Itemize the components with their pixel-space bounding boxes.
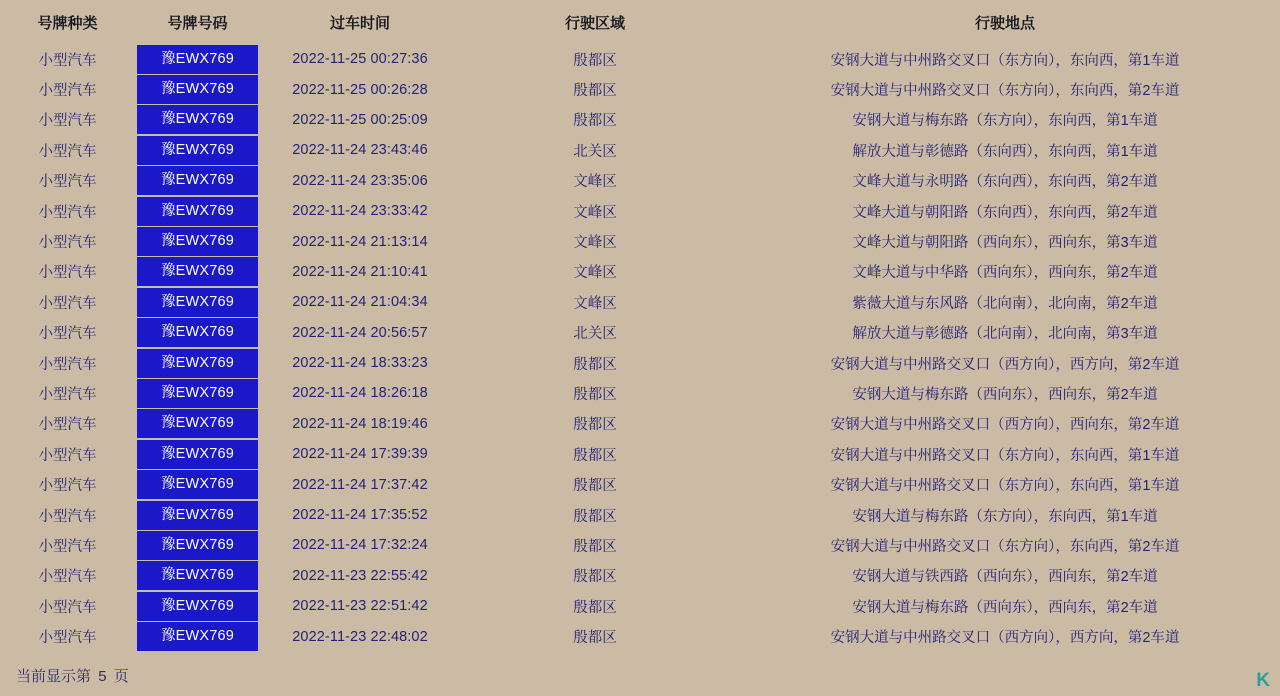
cell-pass-time: 2022-11-23 22:48:02 [292, 628, 428, 645]
cell-location: 文峰大道与永明路（东向西），东向西，第2车道 [852, 174, 1158, 191]
cell-plate-number [135, 530, 260, 560]
cell-location: 安钢大道与梅东路（西向东），西向东，第2车道 [852, 386, 1158, 403]
cell-pass-time: 2022-11-24 17:39:39 [292, 446, 428, 463]
cell-plate-type: 小型汽车 [38, 630, 97, 647]
cell-plate-type: 小型汽车 [38, 174, 97, 191]
cell-plate-number [135, 74, 260, 104]
cell-location: 紫薇大道与东风路（北向南），北向南，第2车道 [852, 295, 1158, 312]
cell-plate-type: 小型汽车 [38, 143, 97, 160]
cell-plate-number [135, 135, 260, 165]
cell-location: 安钢大道与中州路交叉口（东方向），东向西，第2车道 [830, 83, 1180, 100]
cell-plate-number [135, 287, 260, 317]
cell-pass-time: 2022-11-24 17:35:52 [292, 507, 428, 524]
column-header-plate-type: 号牌种类 [37, 15, 98, 32]
table-row [0, 500, 1280, 530]
cell-pass-time: 2022-11-25 00:26:28 [292, 81, 428, 98]
cell-plate-number [135, 257, 260, 287]
cell-pass-time: 2022-11-25 00:27:36 [292, 51, 428, 68]
cell-pass-time: 2022-11-24 18:26:18 [292, 385, 428, 402]
watermark-logo: K [1256, 670, 1270, 691]
column-header-pass-time: 过车时间 [329, 15, 390, 32]
cell-pass-time: 2022-11-24 20:56:57 [292, 324, 428, 341]
cell-plate-type: 小型汽车 [38, 569, 97, 586]
cell-location: 安钢大道与梅东路（西向东），西向东，第2车道 [852, 599, 1158, 616]
table-row [0, 561, 1280, 591]
cell-location: 安钢大道与中州路交叉口（东方向），东向西，第1车道 [830, 52, 1180, 69]
cell-plate-type: 小型汽车 [38, 265, 97, 282]
cell-location: 文峰大道与朝阳路（西向东），西向东，第3车道 [852, 235, 1158, 252]
cell-plate-type: 小型汽车 [38, 478, 97, 495]
cell-plate-type: 小型汽车 [38, 235, 97, 252]
plate-badge: 豫EWX769 [137, 349, 258, 378]
cell-plate-number [135, 409, 260, 439]
cell-location: 安钢大道与中州路交叉口（东方向），东向西，第2车道 [830, 538, 1180, 555]
table-row [0, 287, 1280, 317]
plate-badge: 豫EWX769 [137, 470, 258, 499]
cell-pass-time: 2022-11-24 23:43:46 [292, 142, 428, 159]
pagination-status [16, 665, 129, 686]
cell-area: 殷都区 [573, 113, 617, 130]
cell-area: 殷都区 [573, 538, 617, 555]
cell-plate-number [135, 621, 260, 651]
plate-badge: 豫EWX769 [137, 227, 258, 256]
cell-plate-type: 小型汽车 [38, 204, 97, 221]
cell-pass-time: 2022-11-25 00:25:09 [292, 111, 428, 128]
table-row [0, 378, 1280, 408]
cell-area: 文峰区 [573, 174, 617, 191]
cell-area: 文峰区 [573, 204, 617, 221]
pagination-current-page: 5 [98, 668, 107, 685]
cell-area: 殷都区 [573, 52, 617, 69]
column-header-plate-number: 号牌号码 [167, 15, 228, 32]
table-row [0, 439, 1280, 469]
pagination-suffix: 页 [113, 668, 129, 685]
cell-location: 解放大道与彰德路（北向南），北向南，第3车道 [852, 326, 1158, 343]
cell-plate-number [135, 44, 260, 74]
table-row [0, 166, 1280, 196]
cell-plate-number [135, 226, 260, 256]
plate-badge: 豫EWX769 [137, 75, 258, 104]
table-row [0, 469, 1280, 499]
plate-badge: 豫EWX769 [137, 379, 258, 408]
table-row [0, 74, 1280, 104]
cell-plate-type: 小型汽车 [38, 447, 97, 464]
cell-location: 文峰大道与中华路（西向东），西向东，第2车道 [852, 265, 1158, 282]
plate-badge: 豫EWX769 [137, 318, 258, 347]
pagination-prefix: 当前显示第 [16, 668, 92, 685]
cell-area: 殷都区 [573, 478, 617, 495]
cell-area: 殷都区 [573, 417, 617, 434]
plate-badge: 豫EWX769 [137, 257, 258, 286]
cell-area: 殷都区 [573, 386, 617, 403]
cell-pass-time: 2022-11-24 17:37:42 [292, 476, 428, 493]
cell-area: 文峰区 [573, 295, 617, 312]
cell-area: 殷都区 [573, 508, 617, 525]
cell-plate-number [135, 469, 260, 499]
table-row [0, 348, 1280, 378]
plate-badge: 豫EWX769 [137, 622, 258, 651]
table-row [0, 591, 1280, 621]
cell-plate-type: 小型汽车 [38, 326, 97, 343]
plate-badge: 豫EWX769 [137, 197, 258, 226]
column-header-location: 行驶地点 [974, 15, 1035, 32]
cell-area: 殷都区 [573, 83, 617, 100]
cell-plate-number [135, 318, 260, 348]
cell-plate-number [135, 561, 260, 591]
cell-location: 文峰大道与朝阳路（东向西），东向西，第2车道 [852, 204, 1158, 221]
cell-plate-type: 小型汽车 [38, 386, 97, 403]
cell-pass-time: 2022-11-24 23:35:06 [292, 172, 428, 189]
cell-location: 安钢大道与中州路交叉口（东方向），东向西，第1车道 [830, 447, 1180, 464]
plate-badge: 豫EWX769 [137, 440, 258, 469]
cell-area: 北关区 [573, 326, 617, 343]
table-row [0, 530, 1280, 560]
cell-plate-type: 小型汽车 [38, 599, 97, 616]
cell-location: 安钢大道与中州路交叉口（西方向），西方向，第2车道 [830, 356, 1180, 373]
plate-badge: 豫EWX769 [137, 45, 258, 74]
cell-area: 北关区 [573, 143, 617, 160]
table-header [0, 0, 1280, 44]
table-row [0, 105, 1280, 135]
cell-pass-time: 2022-11-24 21:13:14 [292, 233, 428, 250]
plate-badge: 豫EWX769 [137, 105, 258, 134]
cell-plate-type: 小型汽车 [38, 356, 97, 373]
plate-badge: 豫EWX769 [137, 409, 258, 438]
cell-area: 文峰区 [573, 265, 617, 282]
cell-pass-time: 2022-11-23 22:51:42 [292, 598, 428, 615]
column-header-area: 行驶区域 [564, 15, 625, 32]
cell-area: 文峰区 [573, 235, 617, 252]
cell-plate-number [135, 166, 260, 196]
cell-plate-number [135, 591, 260, 621]
cell-plate-number [135, 500, 260, 530]
table-row [0, 135, 1280, 165]
cell-plate-number [135, 196, 260, 226]
table-row [0, 226, 1280, 256]
cell-location: 安钢大道与中州路交叉口（西方向），西方向，第2车道 [830, 630, 1180, 647]
plate-badge: 豫EWX769 [137, 288, 258, 317]
table-row [0, 621, 1280, 651]
cell-pass-time: 2022-11-24 18:19:46 [292, 415, 428, 432]
plate-badge: 豫EWX769 [137, 531, 258, 560]
cell-area: 殷都区 [573, 599, 617, 616]
cell-pass-time: 2022-11-24 21:04:34 [292, 294, 428, 311]
cell-location: 安钢大道与梅东路（东方向），东向西，第1车道 [852, 113, 1158, 130]
cell-pass-time: 2022-11-23 22:55:42 [292, 567, 428, 584]
plate-badge: 豫EWX769 [137, 592, 258, 621]
cell-location: 安钢大道与中州路交叉口（东方向），东向西，第1车道 [830, 478, 1180, 495]
plate-badge: 豫EWX769 [137, 166, 258, 195]
table-row [0, 318, 1280, 348]
cell-location: 安钢大道与中州路交叉口（西方向），西向东，第2车道 [830, 417, 1180, 434]
cell-area: 殷都区 [573, 356, 617, 373]
plate-badge: 豫EWX769 [137, 501, 258, 530]
cell-plate-type: 小型汽车 [38, 52, 97, 69]
cell-plate-type: 小型汽车 [38, 83, 97, 100]
cell-plate-number [135, 378, 260, 408]
cell-plate-number [135, 439, 260, 469]
cell-area: 殷都区 [573, 447, 617, 464]
table-header-row [0, 0, 1280, 44]
cell-plate-number [135, 348, 260, 378]
cell-location: 安钢大道与梅东路（东方向），东向西，第1车道 [852, 508, 1158, 525]
table-row [0, 196, 1280, 226]
cell-plate-type: 小型汽车 [38, 417, 97, 434]
cell-plate-type: 小型汽车 [38, 113, 97, 130]
cell-location: 安钢大道与铁西路（西向东），西向东，第2车道 [852, 569, 1158, 586]
table-body [0, 44, 1280, 652]
cell-plate-type: 小型汽车 [38, 538, 97, 555]
cell-pass-time: 2022-11-24 21:10:41 [292, 263, 428, 280]
cell-plate-type: 小型汽车 [38, 508, 97, 525]
cell-area: 殷都区 [573, 569, 617, 586]
cell-location: 解放大道与彰德路（东向西），东向西，第1车道 [852, 143, 1158, 160]
cell-pass-time: 2022-11-24 17:32:24 [292, 537, 428, 554]
plate-badge: 豫EWX769 [137, 561, 258, 590]
cell-pass-time: 2022-11-24 23:33:42 [292, 203, 428, 220]
table-row [0, 409, 1280, 439]
cell-plate-number [135, 105, 260, 135]
cell-plate-type: 小型汽车 [38, 295, 97, 312]
cell-pass-time: 2022-11-24 18:33:23 [292, 355, 428, 372]
table-row [0, 257, 1280, 287]
table-row [0, 44, 1280, 74]
cell-area: 殷都区 [573, 630, 617, 647]
plate-badge: 豫EWX769 [137, 136, 258, 165]
